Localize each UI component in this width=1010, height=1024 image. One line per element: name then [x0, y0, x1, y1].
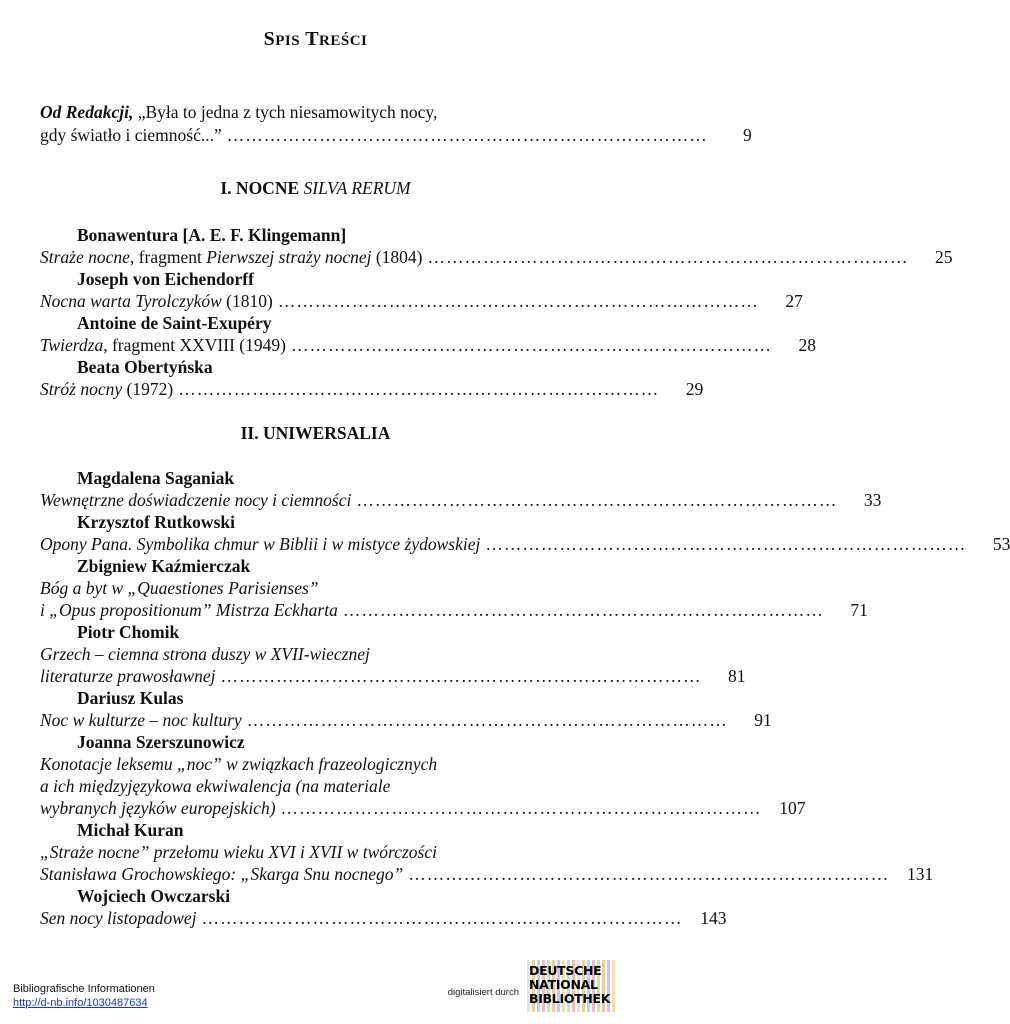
entry-line: [40, 378, 704, 400]
section-heading: [0, 178, 631, 199]
entry-title: literaturze prawosławnej: [40, 666, 216, 686]
leader-dots: ……………………………………………………………………: [201, 908, 683, 928]
entry-line: [40, 709, 772, 731]
entry-title: [40, 378, 173, 400]
entry-title: Noc w kulturze – noc kultury: [40, 710, 242, 730]
entry-title: Wewnętrzne doświadczenie nocy i ciemności: [40, 490, 352, 510]
leader-dots: ……………………………………………………………………: [226, 125, 708, 145]
dnb-logo-line: BIBLIOTHEK: [529, 991, 611, 1006]
dnb-logo-stripe: [612, 960, 615, 1012]
leader-dots: ……………………………………………………………………: [280, 798, 762, 818]
entry-title: „Straże nocne” przełomu wieku XVI i XVII w twórczości: [40, 842, 437, 862]
entry-title: [40, 334, 286, 356]
entry-author: Piotr Chomik: [77, 622, 180, 642]
entry-author: Dariusz Kulas: [77, 688, 184, 708]
page-number: 28: [798, 335, 816, 355]
title-letter: T: [305, 28, 320, 50]
entry-author: Krzysztof Rutkowski: [77, 512, 235, 532]
entry-line: [40, 863, 934, 885]
entry-title: [40, 246, 423, 268]
entry-author: Beata Obertyńska: [77, 357, 213, 377]
page-number: 33: [863, 490, 882, 510]
editorial-line-2: [40, 124, 752, 146]
entry-author: Antoine de Saint-Exupéry: [77, 313, 272, 333]
digitized-by-label: digitalisiert durch: [447, 987, 519, 998]
entry-title-italic: Nocna warta Tyrolczyków: [40, 291, 222, 311]
page-number: 27: [785, 291, 803, 311]
entry-line: [40, 775, 590, 797]
editorial-line-1: [40, 101, 590, 123]
entry-title-italic: Stróż nocny: [40, 379, 123, 399]
dnb-logo-text: [529, 964, 610, 1006]
entry-line: [40, 841, 590, 863]
bibliographic-info-label: Bibliografische Informationen: [13, 983, 155, 995]
entry-author: Wojciech Owczarski: [77, 886, 231, 906]
section-heading-italic: SILVA RERUM: [303, 178, 411, 198]
entry-line: [40, 665, 746, 687]
page-title: [0, 28, 631, 51]
entry-title: Bóg a byt w „Quaestiones Parisienses”: [40, 578, 319, 598]
leader-dots: ……………………………………………………………………: [178, 379, 660, 399]
entry-title: [40, 290, 273, 312]
dnb-logo-line: NATIONAL: [529, 977, 598, 992]
entry-line: [40, 643, 590, 665]
entry-title: Opony Pana. Symbolika chmur w Biblii i w mistyce żydowskiej: [40, 534, 481, 554]
leader-dots: ……………………………………………………………………: [342, 600, 824, 620]
entry-line: [40, 246, 953, 268]
entry-title-text: , fragment: [129, 247, 207, 267]
page-number: 71: [850, 600, 868, 620]
page-number: 143: [700, 908, 727, 928]
entry-line: [40, 907, 727, 929]
entry-line: [40, 797, 806, 819]
entry-title: Stanisława Grochowskiego: „Skarga Snu nocnego”: [40, 864, 404, 884]
editorial-title: „Była to jedna z tych niesamowitych nocy,: [133, 102, 438, 122]
dnb-logo-line: DEUTSCHE: [529, 963, 602, 978]
section-heading-text: II. UNIWERSALIA: [240, 423, 391, 443]
entry-line: [40, 334, 816, 356]
page-number: 25: [935, 247, 953, 267]
leader-dots: ……………………………………………………………………: [356, 490, 838, 510]
page-number: 107: [779, 798, 806, 818]
entry-title: Grzech – ciemna strona duszy w XVII-wiecznej: [40, 644, 370, 664]
page-number: 53: [992, 534, 1010, 554]
editorial-title-cont: gdy światło i ciemność...”: [40, 125, 222, 145]
entry-author: Joanna Szerszunowicz: [77, 732, 245, 752]
title-smallcaps: PIS: [275, 33, 301, 49]
leader-dots: ……………………………………………………………………: [427, 247, 909, 267]
entry-title-italic: Pierwszej straży nocnej: [206, 247, 372, 267]
page-number: 81: [728, 666, 746, 686]
leader-dots: ……………………………………………………………………: [220, 666, 702, 686]
entry-author: Zbigniew Kaźmierczak: [77, 556, 251, 576]
entry-title: i „Opus propositionum” Mistrza Eckharta: [40, 600, 338, 620]
leader-dots: ……………………………………………………………………: [290, 335, 772, 355]
entry-title-italic: Twierdza: [40, 335, 104, 355]
entry-line: [40, 533, 1010, 555]
section-heading: [0, 423, 631, 444]
page-number: 29: [685, 379, 704, 399]
entry-title: Konotacje leksemu „noc” w związkach frazeologicznych: [40, 754, 438, 774]
entry-title-text: (1810): [221, 291, 273, 311]
leader-dots: ……………………………………………………………………: [246, 710, 728, 730]
entry-title: a ich międzyjęzykowa ekwiwalencja (na materiale: [40, 776, 391, 796]
entry-title-text: (1972): [122, 379, 174, 399]
entry-title-italic: Straże nocne: [40, 247, 130, 267]
dnb-record-link[interactable]: http://d-nb.info/1030487634: [13, 997, 148, 1009]
entry-line: [40, 290, 803, 312]
entry-line: [40, 599, 868, 621]
entry-author: Magdalena Saganiak: [77, 468, 235, 488]
entry-author: Michał Kuran: [77, 820, 184, 840]
dnb-logo: [527, 960, 617, 1012]
entry-title-text: (1804): [371, 247, 423, 267]
entry-author: Joseph von Eichendorff: [77, 269, 254, 289]
entry-line: [40, 753, 590, 775]
leader-dots: ……………………………………………………………………: [277, 291, 759, 311]
entry-line: [40, 489, 882, 511]
entry-title: Sen nocy listopadowej: [40, 908, 197, 928]
page-number: 91: [754, 710, 772, 730]
leader-dots: ……………………………………………………………………: [408, 864, 890, 884]
entry-title-text: , fragment XXVIII (1949): [103, 335, 286, 355]
entry-author: Bonawentura [A. E. F. Klingemann]: [77, 225, 347, 245]
page-number: 9: [743, 125, 752, 145]
section-heading-text: I. NOCNE: [220, 178, 304, 198]
bibliographic-info: [13, 982, 155, 1010]
title-smallcaps: REŚCI: [319, 33, 368, 49]
editorial-author: Od Redakcji,: [40, 102, 134, 122]
leader-dots: ……………………………………………………………………: [485, 534, 967, 554]
entry-title: wybranych języków europejskich): [40, 798, 276, 818]
entry-line: [40, 577, 590, 599]
title-letter: S: [263, 28, 276, 50]
dnb-credit: [448, 960, 617, 1012]
page-number: 131: [907, 864, 934, 884]
